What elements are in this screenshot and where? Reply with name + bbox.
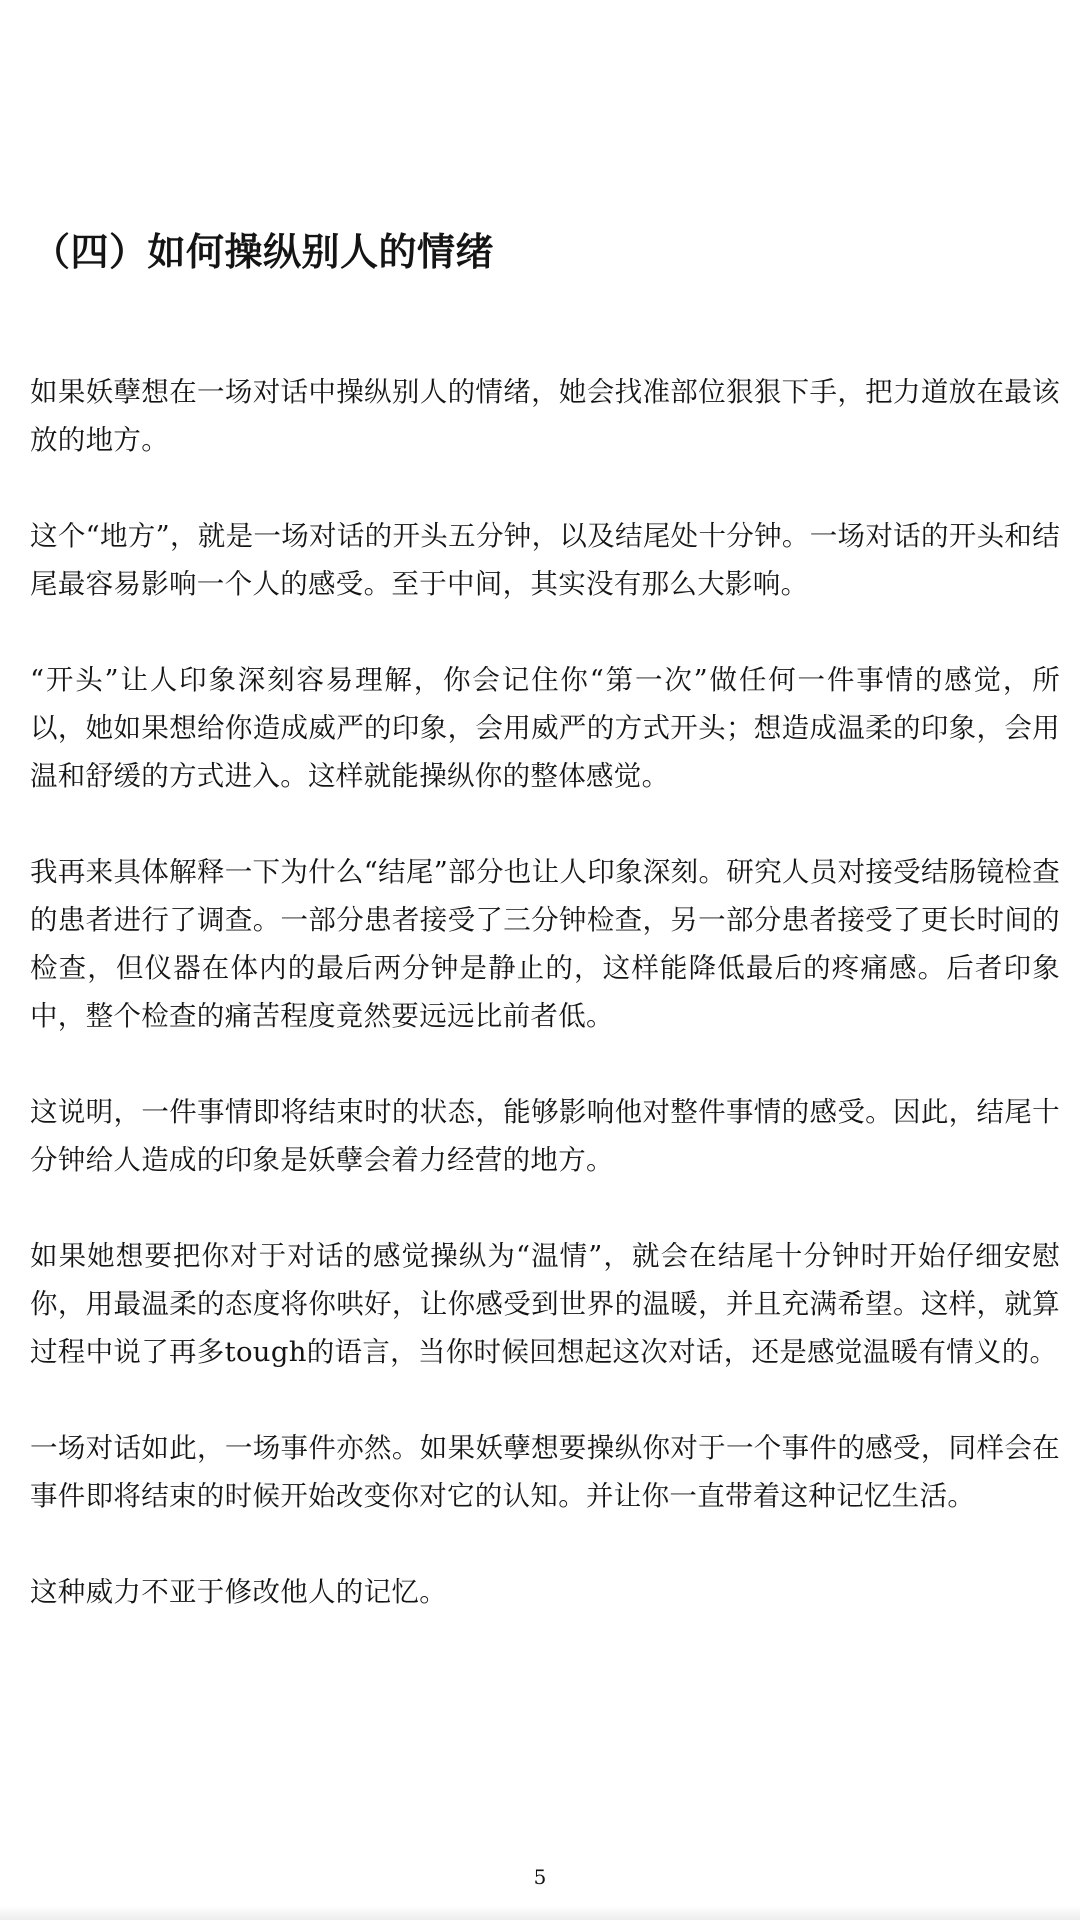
paragraph-4: 我再来具体解释一下为什么“结尾”部分也让人印象深刻。研究人员对接受结肠镜检查的患者进行了调查。一部分患者接受了三分钟检查，另一部分患者接受了更长时间的检查，但仪器在体内的最后两分钟是静止的，这样能降低最后的疼痛感。后者印象中，整个检查的痛苦程度竟然要远远比前者低。: [30, 856, 1060, 1032]
paragraph-7: 一场对话如此，一场事件亦然。如果妖孽想要操纵你对于一个事件的感受，同样会在事件即将结束的时候开始改变你对它的认知。并让你一直带着这种记忆生活。: [30, 1432, 1060, 1512]
paragraph-8: 这种威力不亚于修改他人的记忆。: [30, 1576, 447, 1608]
paragraph-3: “开头”让人印象深刻容易理解，你会记住你“第一次”做任何一件事情的感觉，所以，她如果想给你造成威严的印象，会用威严的方式开头；想造成温柔的印象，会用温和舒缓的方式进入。这样就能操纵你的整体感觉。: [30, 664, 1060, 792]
paragraph-6: 如果她想要把你对于对话的感觉操纵为“温情”，就会在结尾十分钟时开始仔细安慰你，用最温柔的态度将你哄好，让你感受到世界的温暖，并且充满希望。这样，就算过程中说了再多tough的语言，当你时候回想起这次对话，还是感觉温暖有情义的。: [30, 1240, 1060, 1368]
body-text: [30, 368, 1060, 1664]
page-bottom-edge: [0, 1906, 1080, 1920]
paragraph-1: 如果妖孽想在一场对话中操纵别人的情绪，她会找准部位狠狠下手，把力道放在最该放的地方。: [30, 376, 1060, 456]
paragraph-2: 这个“地方”，就是一场对话的开头五分钟，以及结尾处十分钟。一场对话的开头和结尾最容易影响一个人的感受。至于中间，其实没有那么大影响。: [30, 520, 1060, 600]
page-number: 5: [533, 1865, 547, 1889]
paragraph-5: 这说明，一件事情即将结束时的状态，能够影响他对整件事情的感受。因此，结尾十分钟给人造成的印象是妖孽会着力经营的地方。: [30, 1096, 1060, 1176]
section-title: （四）如何操纵别人的情绪: [32, 230, 495, 274]
